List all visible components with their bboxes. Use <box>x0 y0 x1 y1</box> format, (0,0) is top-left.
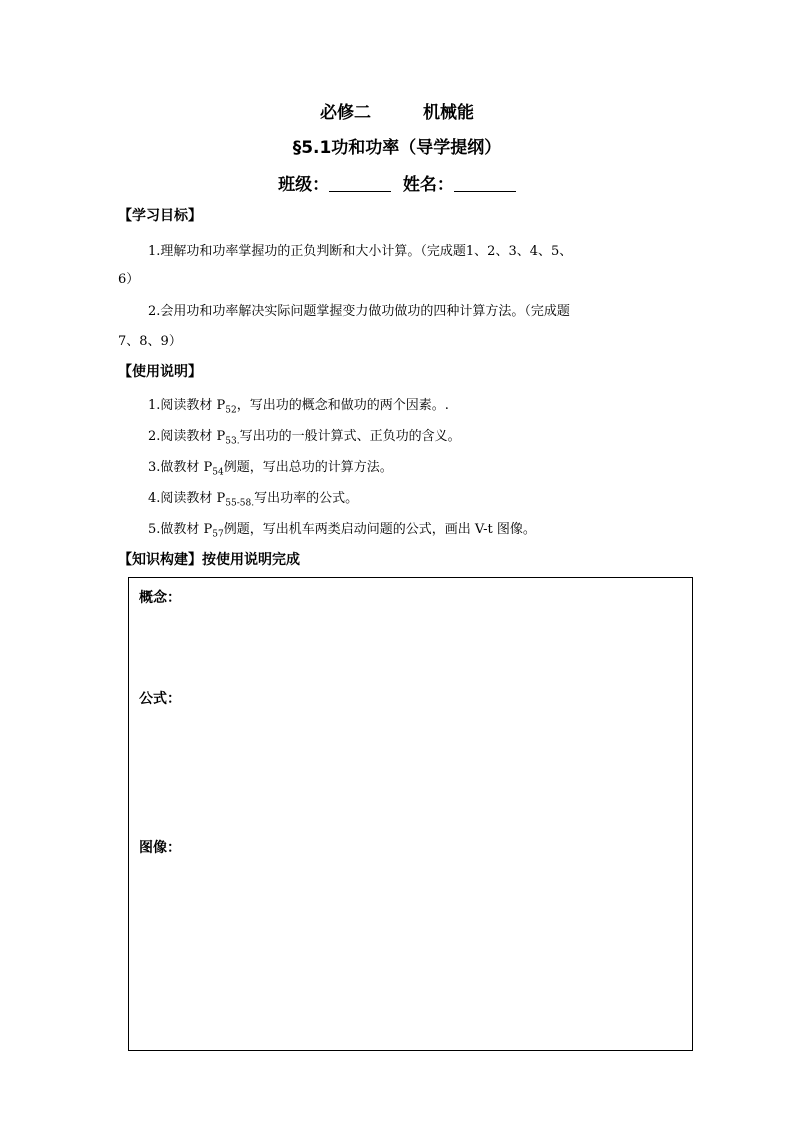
instruction-text: 2.阅读教材 P <box>148 429 226 444</box>
instruction-item <box>148 487 358 509</box>
objective-2-line-2: 7、8、9） <box>118 334 182 349</box>
objective-1-line-2: 6） <box>118 272 140 287</box>
chapter-name: 机械能 <box>423 103 474 123</box>
instruction-text: 1.阅读教材 P <box>148 398 226 413</box>
objective-1-line-1: 1.理解功和功率掌握功的正负判断和大小计算。（完成题1、2、3、4、5、 <box>148 244 573 259</box>
objectives-heading: 【学习目标】 <box>118 208 202 224</box>
concept-label: 概念： <box>139 590 181 606</box>
instruction-text: 3.做教材 P <box>148 460 213 475</box>
class-name-line <box>0 170 794 195</box>
instruction-item <box>148 518 536 540</box>
course-title <box>0 98 794 123</box>
name-label: 姓名： <box>402 175 454 195</box>
instruction-text: 4.阅读教材 P <box>148 491 226 506</box>
instruction-item <box>148 394 449 416</box>
page-subscript: 53. <box>225 436 240 447</box>
page-subscript: 54 <box>212 467 224 478</box>
instruction-text: 例题，写出总功的计算方法。 <box>223 460 393 475</box>
lesson-title: §5.1功和功率（导学提纲） <box>292 138 502 158</box>
knowledge-heading: 【知识构建】按使用说明完成 <box>118 552 300 568</box>
page-subscript: 55-58. <box>225 498 255 509</box>
instruction-text: 写出功率的公式。 <box>254 491 359 506</box>
answer-box[interactable] <box>128 577 693 1051</box>
instruction-item <box>148 425 461 447</box>
name-blank[interactable] <box>454 175 516 192</box>
graph-label: 图像： <box>139 840 181 856</box>
instructions-heading: 【使用说明】 <box>118 364 202 380</box>
class-label: 班级： <box>278 175 330 195</box>
page-subscript: 52 <box>225 405 237 416</box>
page-subscript: 57 <box>212 529 224 540</box>
instruction-text: ，写出功的概念和做功的两个因素。. <box>236 398 449 413</box>
class-blank[interactable] <box>329 175 391 192</box>
objective-2-line-1: 2.会用功和功率解决实际问题掌握变力做功做功的四种计算方法。（完成题 <box>148 304 570 319</box>
instruction-text: 例题，写出机车两类启动问题的公式，画出 V-t 图像。 <box>223 522 536 537</box>
instruction-text: 写出功的一般计算式、正负功的含义。 <box>239 429 461 444</box>
instruction-item <box>148 456 393 478</box>
formula-label: 公式： <box>139 691 181 707</box>
course-name: 必修二 <box>320 103 371 123</box>
instruction-text: 5.做教材 P <box>148 522 213 537</box>
